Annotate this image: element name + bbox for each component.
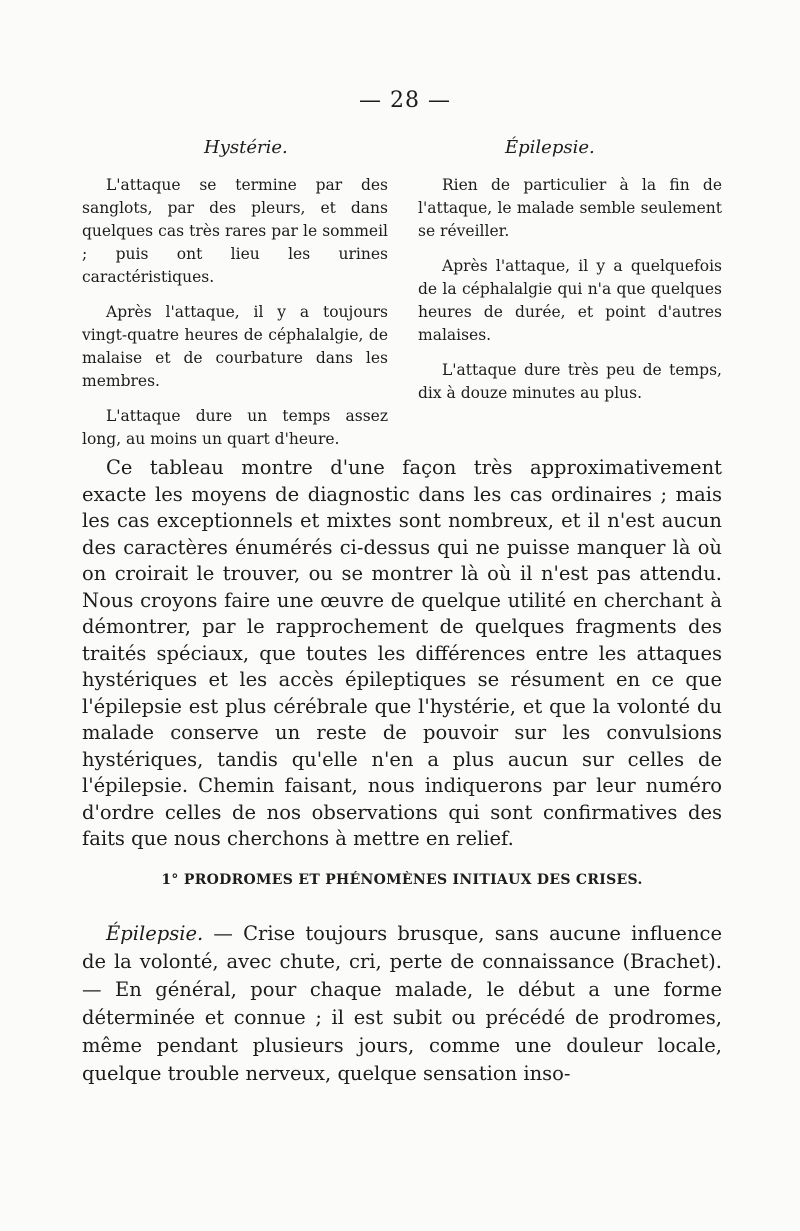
page-number: — 28 — [359,88,451,113]
hysteria-column-heading: Hystérie. [204,137,288,158]
hysteria-paragraph-duration: L'attaque dure un temps assez long, au moins un quart d'heure. [82,407,388,448]
epilepsy-paragraph-after-attack: Après l'attaque, il y a quelquefois de la céphalalgie qui n'a que quelques heures de durée, et point d'autres malaises. [418,257,722,344]
epilepsy-paragraph-body: — Crise toujours brusque, sans aucune influence de la volonté, avec chute, cri, perte de connaissance (Brachet). — En général, pour chaque malade, le début a une forme déterminée et connue ; il est subit ou précédé de prodromes, même pendant plusieurs jours, comme une douleur locale, quelque trouble nerveux, quelque sensation inso- [82,922,722,1085]
section-title: 1° PRODROMES ET PHÉNOMÈNES INITIAUX DES CRISES. [161,872,643,888]
hysteria-column [82,174,388,463]
epilepsy-paragraph-duration: L'attaque dure très peu de temps, dix à douze minutes au plus. [418,361,722,402]
epilepsy-column-heading: Épilepsie. [505,137,595,158]
epilepsy-paragraph-end-of-attack: Rien de particulier à la fin de l'attaque, le malade semble seulement se réveiller. [418,176,722,240]
epilepsy-paragraph [82,920,722,1088]
main-paragraph: Ce tableau montre d'une façon très approximativement exacte les moyens de diagnostic dans les cas ordinaires ; mais les cas exceptionnels et mixtes sont nombreux, et il n'est aucun des caractères énumérés ci-dessus qui ne puisse manquer là où on croirait le trouver, ou se montrer là où il n'est pas attendu. Nous croyons faire une œuvre de quelque utilité en cherchant à démontrer, par le rapprochement de quelques fragments des traités spéciaux, que toutes les différences entre les attaques hystériques et les accès épileptiques se résument en ce que l'épilepsie est plus cérébrale que l'hystérie, et que la volonté du malade conserve un reste de pouvoir sur les convulsions hystériques, tandis qu'elle n'en a plus aucun sur celles de l'épilepsie. Chemin faisant, nous indiquerons par leur numéro d'ordre celles de nos observations qui sont confirmatives des faits que nous cherchons à mettre en relief. [82,456,722,850]
epilepsy-column [418,174,722,417]
hysteria-paragraph-end-of-attack: L'attaque se termine par des sanglots, par des pleurs, et dans quelques cas très rares par le sommeil ; puis ont lieu les urines caractéristiques. [82,176,388,286]
hysteria-paragraph-after-attack: Après l'attaque, il y a toujours vingt-quatre heures de céphalalgie, de malaise et de courbature dans les membres. [82,303,388,390]
epilepsy-paragraph-lead: Épilepsie. [106,922,204,945]
